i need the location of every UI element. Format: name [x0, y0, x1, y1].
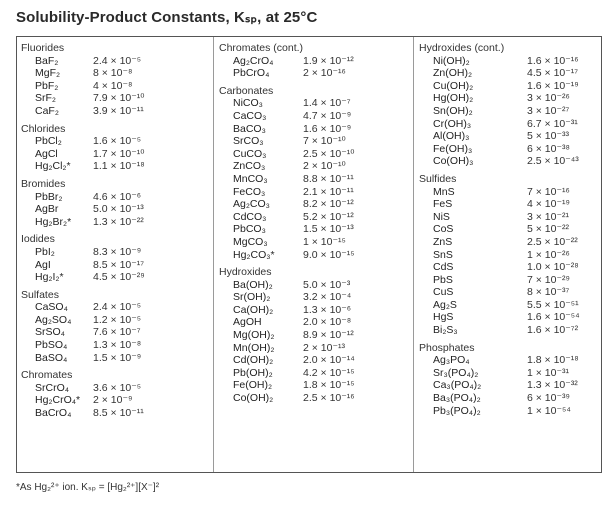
ksp-value: 8.3 × 10⁻⁹	[93, 245, 142, 258]
compound-formula: Sr₃(PO₄)₂	[433, 366, 479, 379]
ksp-value: 2 × 10⁻⁹	[93, 394, 133, 407]
compound-formula: Mg(OH)₂	[233, 329, 275, 342]
compound-row	[217, 173, 413, 186]
compound-formula: AgOH	[233, 316, 262, 329]
compound-row	[19, 301, 213, 314]
compound-row	[217, 316, 413, 329]
compound-row	[417, 286, 601, 299]
compound-row	[19, 314, 213, 327]
compound-row	[217, 55, 413, 68]
compound-row	[19, 80, 213, 93]
compound-formula: BaCrO₄	[35, 407, 72, 420]
table-title: Solubility-Product Constants, Kₛₚ, at 25°C	[16, 9, 318, 26]
compound-formula: Cd(OH)₂	[233, 354, 274, 367]
group-header: Chromates (cont.)	[219, 42, 304, 54]
compound-formula: CuS	[433, 286, 454, 299]
compound-row	[417, 155, 601, 168]
compound-row	[417, 143, 601, 156]
ksp-value: 1.1 × 10⁻¹⁸	[93, 160, 145, 173]
compound-formula: Hg(OH)₂	[433, 92, 474, 105]
compound-row	[417, 211, 601, 224]
compound-row	[19, 394, 213, 407]
compound-row	[417, 105, 601, 118]
ksp-value: 1.6 × 10⁻¹⁶	[527, 54, 579, 67]
ksp-value: 1.7 × 10⁻¹⁰	[93, 147, 145, 160]
compound-row	[19, 55, 213, 68]
ksp-value: 1.3 × 10⁻³²	[527, 379, 578, 392]
compound-row	[19, 148, 213, 161]
compound-row	[417, 311, 601, 324]
compound-formula: Ag₃PO₄	[433, 354, 470, 367]
compound-formula: FeS	[433, 198, 453, 211]
ksp-value: 1 × 10⁻²⁶	[527, 248, 570, 261]
ksp-value: 5 × 10⁻³³	[527, 130, 570, 143]
compound-row	[217, 160, 413, 173]
group-header: Chromates	[21, 369, 73, 382]
compound-formula: BaF₂	[35, 54, 59, 67]
ksp-value: 8.5 × 10⁻¹¹	[93, 407, 144, 420]
compound-formula: AgI	[35, 258, 51, 271]
compound-formula: MgF₂	[35, 67, 61, 80]
compound-row	[19, 339, 213, 352]
compound-row	[19, 216, 213, 229]
compound-row	[19, 352, 213, 365]
compound-formula: Ag₂CO₃	[233, 198, 270, 211]
ksp-value: 1.9 × 10⁻¹²	[303, 54, 354, 67]
compound-formula: Hg₂CrO₄*	[35, 394, 81, 407]
compound-row	[19, 246, 213, 259]
ksp-value: 6.7 × 10⁻³¹	[527, 117, 578, 130]
ksp-table	[16, 36, 602, 473]
compound-row	[417, 249, 601, 262]
compound-formula: Cr(OH)₃	[433, 117, 472, 130]
ksp-value: 4.2 × 10⁻¹⁵	[303, 366, 355, 379]
compound-row	[19, 135, 213, 148]
compound-row	[19, 382, 213, 395]
compound-formula: BaCO₃	[233, 122, 266, 135]
ksp-value: 3 × 10⁻²⁶	[527, 92, 570, 105]
ksp-value: 8 × 10⁻³⁷	[527, 286, 570, 299]
table-column-3	[417, 42, 601, 417]
ksp-value: 1.4 × 10⁻⁷	[303, 97, 351, 110]
ksp-value: 2 × 10⁻¹⁰	[303, 160, 346, 173]
compound-row	[19, 191, 213, 204]
compound-row	[217, 67, 413, 80]
column-divider	[213, 37, 214, 472]
compound-row	[217, 223, 413, 236]
ksp-value: 5.2 × 10⁻¹²	[303, 210, 354, 223]
compound-formula: Pb₃(PO₄)₂	[433, 404, 481, 417]
compound-formula: CaF₂	[35, 104, 59, 117]
ksp-value: 1.6 × 10⁻⁷²	[527, 324, 579, 337]
compound-formula: Ni(OH)₂	[433, 54, 470, 67]
group-header: Sulfides	[419, 172, 457, 185]
compound-formula: Hg₂Br₂*	[35, 215, 72, 228]
compound-formula: PbS	[433, 273, 453, 286]
compound-row	[417, 67, 601, 80]
compound-row	[217, 97, 413, 110]
compound-formula: SrCrO₄	[35, 381, 70, 394]
compound-formula: Cu(OH)₂	[433, 79, 474, 92]
compound-row	[217, 354, 413, 367]
ksp-value: 1.2 × 10⁻⁵	[93, 313, 142, 326]
group-header: Bromides	[21, 177, 66, 190]
ksp-value: 4.5 × 10⁻¹⁷	[527, 67, 579, 80]
compound-formula: CuCO₃	[233, 147, 267, 160]
ksp-value: 7 × 10⁻²⁹	[527, 273, 571, 286]
compound-formula: Ag₂SO₄	[35, 313, 72, 326]
ksp-value: 1.6 × 10⁻¹⁹	[527, 79, 579, 92]
compound-formula: Mn(OH)₂	[233, 341, 275, 354]
compound-row	[217, 123, 413, 136]
ksp-value: 8.5 × 10⁻¹⁷	[93, 258, 145, 271]
ksp-value: 1.3 × 10⁻⁶	[303, 303, 352, 316]
ksp-value: 8.9 × 10⁻¹²	[303, 329, 354, 342]
ksp-value: 4.6 × 10⁻⁶	[93, 190, 142, 203]
ksp-value: 1.8 × 10⁻¹⁵	[303, 379, 355, 392]
compound-formula: SrCO₃	[233, 135, 264, 148]
compound-formula: FeCO₃	[233, 185, 266, 198]
group-header: Carbonates	[219, 84, 274, 97]
ksp-value: 1.5 × 10⁻⁹	[93, 351, 142, 364]
compound-formula: CaSO₄	[35, 301, 68, 314]
group-header: Sulfates	[21, 288, 59, 301]
compound-formula: Ca(OH)₂	[233, 303, 274, 316]
compound-row	[217, 198, 413, 211]
ksp-value: 1.6 × 10⁻⁵⁴	[527, 311, 580, 324]
compound-row	[217, 342, 413, 355]
ksp-value: 1.3 × 10⁻⁸	[93, 339, 142, 352]
ksp-value: 2 × 10⁻¹⁶	[303, 67, 346, 80]
compound-formula: SrSO₄	[35, 326, 65, 339]
compound-formula: PbSO₄	[35, 339, 68, 352]
ksp-value: 6 × 10⁻³⁹	[527, 392, 571, 405]
ksp-value: 3 × 10⁻²¹	[527, 210, 570, 223]
table-column-1	[19, 42, 213, 420]
compound-formula: Zn(OH)₂	[433, 67, 473, 80]
ksp-value: 1.6 × 10⁻⁹	[303, 122, 352, 135]
compound-row	[417, 92, 601, 105]
compound-formula: Ca₃(PO₄)₂	[433, 379, 482, 392]
ksp-value: 2.5 × 10⁻¹⁶	[303, 392, 355, 405]
compound-formula: NiCO₃	[233, 97, 263, 110]
ksp-value: 2.4 × 10⁻⁵	[93, 301, 142, 314]
compound-row	[217, 291, 413, 304]
compound-row	[217, 279, 413, 292]
compound-formula: Ba₃(PO₄)₂	[433, 392, 481, 405]
compound-row	[217, 367, 413, 380]
compound-row	[417, 324, 601, 337]
compound-row	[417, 80, 601, 93]
group-header: Phosphates	[419, 341, 475, 354]
compound-formula: Fe(OH)₂	[233, 379, 273, 392]
ksp-value: 2.5 × 10⁻²²	[527, 235, 578, 248]
ksp-value: 7.9 × 10⁻¹⁰	[93, 92, 145, 105]
ksp-value: 2.5 × 10⁻⁴³	[527, 155, 579, 168]
compound-row	[19, 160, 213, 173]
ksp-value: 2.1 × 10⁻¹¹	[303, 185, 354, 198]
compound-formula: HgS	[433, 311, 454, 324]
compound-formula: ZnS	[433, 235, 453, 248]
ksp-value: 1.8 × 10⁻¹⁸	[527, 354, 579, 367]
compound-row	[217, 135, 413, 148]
compound-formula: CdS	[433, 261, 454, 274]
compound-row	[19, 67, 213, 80]
compound-formula: Fe(OH)₃	[433, 142, 473, 155]
compound-formula: SnS	[433, 248, 453, 261]
compound-formula: Al(OH)₃	[433, 130, 470, 143]
ksp-value: 7.6 × 10⁻⁷	[93, 326, 141, 339]
compound-row	[217, 249, 413, 262]
compound-formula: CaCO₃	[233, 109, 267, 122]
ksp-value: 1 × 10⁻³¹	[527, 366, 570, 379]
compound-formula: SrF₂	[35, 92, 56, 105]
ksp-value: 9.0 × 10⁻¹⁵	[303, 248, 355, 261]
group-header: Hydroxides (cont.)	[419, 42, 505, 54]
group-header: Fluorides	[21, 42, 65, 54]
compound-formula: BaSO₄	[35, 351, 68, 364]
ksp-value: 2.5 × 10⁻¹⁰	[303, 147, 355, 160]
compound-row	[417, 379, 601, 392]
ksp-value: 8.8 × 10⁻¹¹	[303, 172, 354, 185]
compound-formula: PbCrO₄	[233, 67, 270, 80]
compound-row	[417, 223, 601, 236]
ksp-value: 8.2 × 10⁻¹²	[303, 198, 354, 211]
compound-row	[217, 304, 413, 317]
compound-formula: Co(OH)₂	[233, 392, 274, 405]
ksp-value: 5 × 10⁻²²	[527, 223, 570, 236]
compound-row	[417, 198, 601, 211]
compound-formula: Sr(OH)₂	[233, 291, 271, 304]
compound-row	[417, 236, 601, 249]
compound-row	[417, 274, 601, 287]
compound-formula: Co(OH)₃	[433, 155, 474, 168]
compound-formula: PbCl₂	[35, 135, 62, 148]
ksp-value: 1.3 × 10⁻²²	[93, 215, 144, 228]
compound-row	[417, 118, 601, 131]
compound-formula: CoS	[433, 223, 454, 236]
compound-row	[417, 130, 601, 143]
ksp-value: 5.5 × 10⁻⁵¹	[527, 298, 579, 311]
compound-row	[417, 299, 601, 312]
compound-formula: Ag₂S	[433, 298, 457, 311]
compound-formula: Hg₂Cl₂*	[35, 160, 71, 173]
ksp-value: 4.7 × 10⁻⁹	[303, 109, 352, 122]
compound-formula: MnCO₃	[233, 172, 268, 185]
compound-formula: Hg₂I₂*	[35, 271, 64, 284]
compound-formula: ZnCO₃	[233, 160, 266, 173]
compound-row	[417, 186, 601, 199]
ksp-value: 7 × 10⁻¹⁰	[303, 135, 346, 148]
compound-formula: CdCO₃	[233, 210, 267, 223]
compound-row	[217, 186, 413, 199]
compound-row	[19, 92, 213, 105]
ksp-value: 4 × 10⁻¹⁹	[527, 198, 571, 211]
compound-formula: Ba(OH)₂	[233, 278, 273, 291]
compound-row	[217, 148, 413, 161]
compound-formula: MnS	[433, 185, 455, 198]
compound-formula: PbCO₃	[233, 223, 266, 236]
compound-row	[417, 354, 601, 367]
compound-formula: MgCO₃	[233, 235, 268, 248]
compound-row	[417, 261, 601, 274]
compound-row	[417, 367, 601, 380]
compound-formula: PbBr₂	[35, 190, 63, 203]
ksp-value: 4.5 × 10⁻²⁹	[93, 271, 145, 284]
compound-formula: AgBr	[35, 203, 59, 216]
group-header: Chlorides	[21, 122, 66, 135]
compound-formula: NiS	[433, 210, 450, 223]
ksp-value: 7 × 10⁻¹⁶	[527, 185, 570, 198]
compound-formula: PbF₂	[35, 79, 59, 92]
compound-row	[19, 203, 213, 216]
compound-row	[19, 407, 213, 420]
compound-row	[217, 379, 413, 392]
compound-row	[417, 55, 601, 68]
ksp-value: 8 × 10⁻⁸	[93, 67, 133, 80]
ksp-value: 1 × 10⁻⁵⁴	[527, 404, 571, 417]
compound-formula: Ag₂CrO₄	[233, 54, 274, 67]
compound-row	[217, 211, 413, 224]
ksp-value: 5.0 × 10⁻¹³	[93, 203, 144, 216]
ksp-value: 2 × 10⁻¹³	[303, 341, 346, 354]
compound-row	[19, 105, 213, 118]
compound-formula: Pb(OH)₂	[233, 366, 273, 379]
ksp-value: 6 × 10⁻³⁸	[527, 142, 570, 155]
ksp-value: 1.6 × 10⁻⁵	[93, 135, 142, 148]
table-column-2	[217, 42, 413, 405]
column-divider	[413, 37, 414, 472]
ksp-value: 5.0 × 10⁻³	[303, 278, 351, 291]
compound-formula: Bi₂S₃	[433, 324, 458, 337]
ksp-value: 3.9 × 10⁻¹¹	[93, 104, 144, 117]
ksp-value: 2.0 × 10⁻¹⁴	[303, 354, 355, 367]
ksp-value: 3.6 × 10⁻⁵	[93, 381, 142, 394]
group-header: Iodides	[21, 233, 55, 246]
compound-row	[19, 326, 213, 339]
compound-formula: AgCl	[35, 147, 58, 160]
compound-formula: PbI₂	[35, 245, 55, 258]
ksp-value: 3 × 10⁻²⁷	[527, 104, 570, 117]
compound-row	[19, 271, 213, 284]
footnote: *As Hg₂²⁺ ion. Kₛₚ = [Hg₂²⁺][X⁻]²	[16, 482, 160, 493]
ksp-value: 2.4 × 10⁻⁵	[93, 54, 142, 67]
ksp-value: 4 × 10⁻⁸	[93, 79, 133, 92]
ksp-value: 2.0 × 10⁻⁸	[303, 316, 352, 329]
ksp-value: 1.5 × 10⁻¹³	[303, 223, 354, 236]
compound-formula: Sn(OH)₂	[433, 104, 473, 117]
compound-row	[217, 110, 413, 123]
compound-row	[217, 329, 413, 342]
group-header: Hydroxides	[219, 266, 272, 279]
ksp-value: 1.0 × 10⁻²⁸	[527, 261, 579, 274]
compound-row	[217, 392, 413, 405]
ksp-value: 3.2 × 10⁻⁴	[303, 291, 352, 304]
compound-row	[417, 405, 601, 418]
compound-row	[217, 236, 413, 249]
compound-row	[19, 259, 213, 272]
ksp-value: 1 × 10⁻¹⁵	[303, 235, 346, 248]
compound-row	[417, 392, 601, 405]
compound-formula: Hg₂CO₃*	[233, 248, 275, 261]
